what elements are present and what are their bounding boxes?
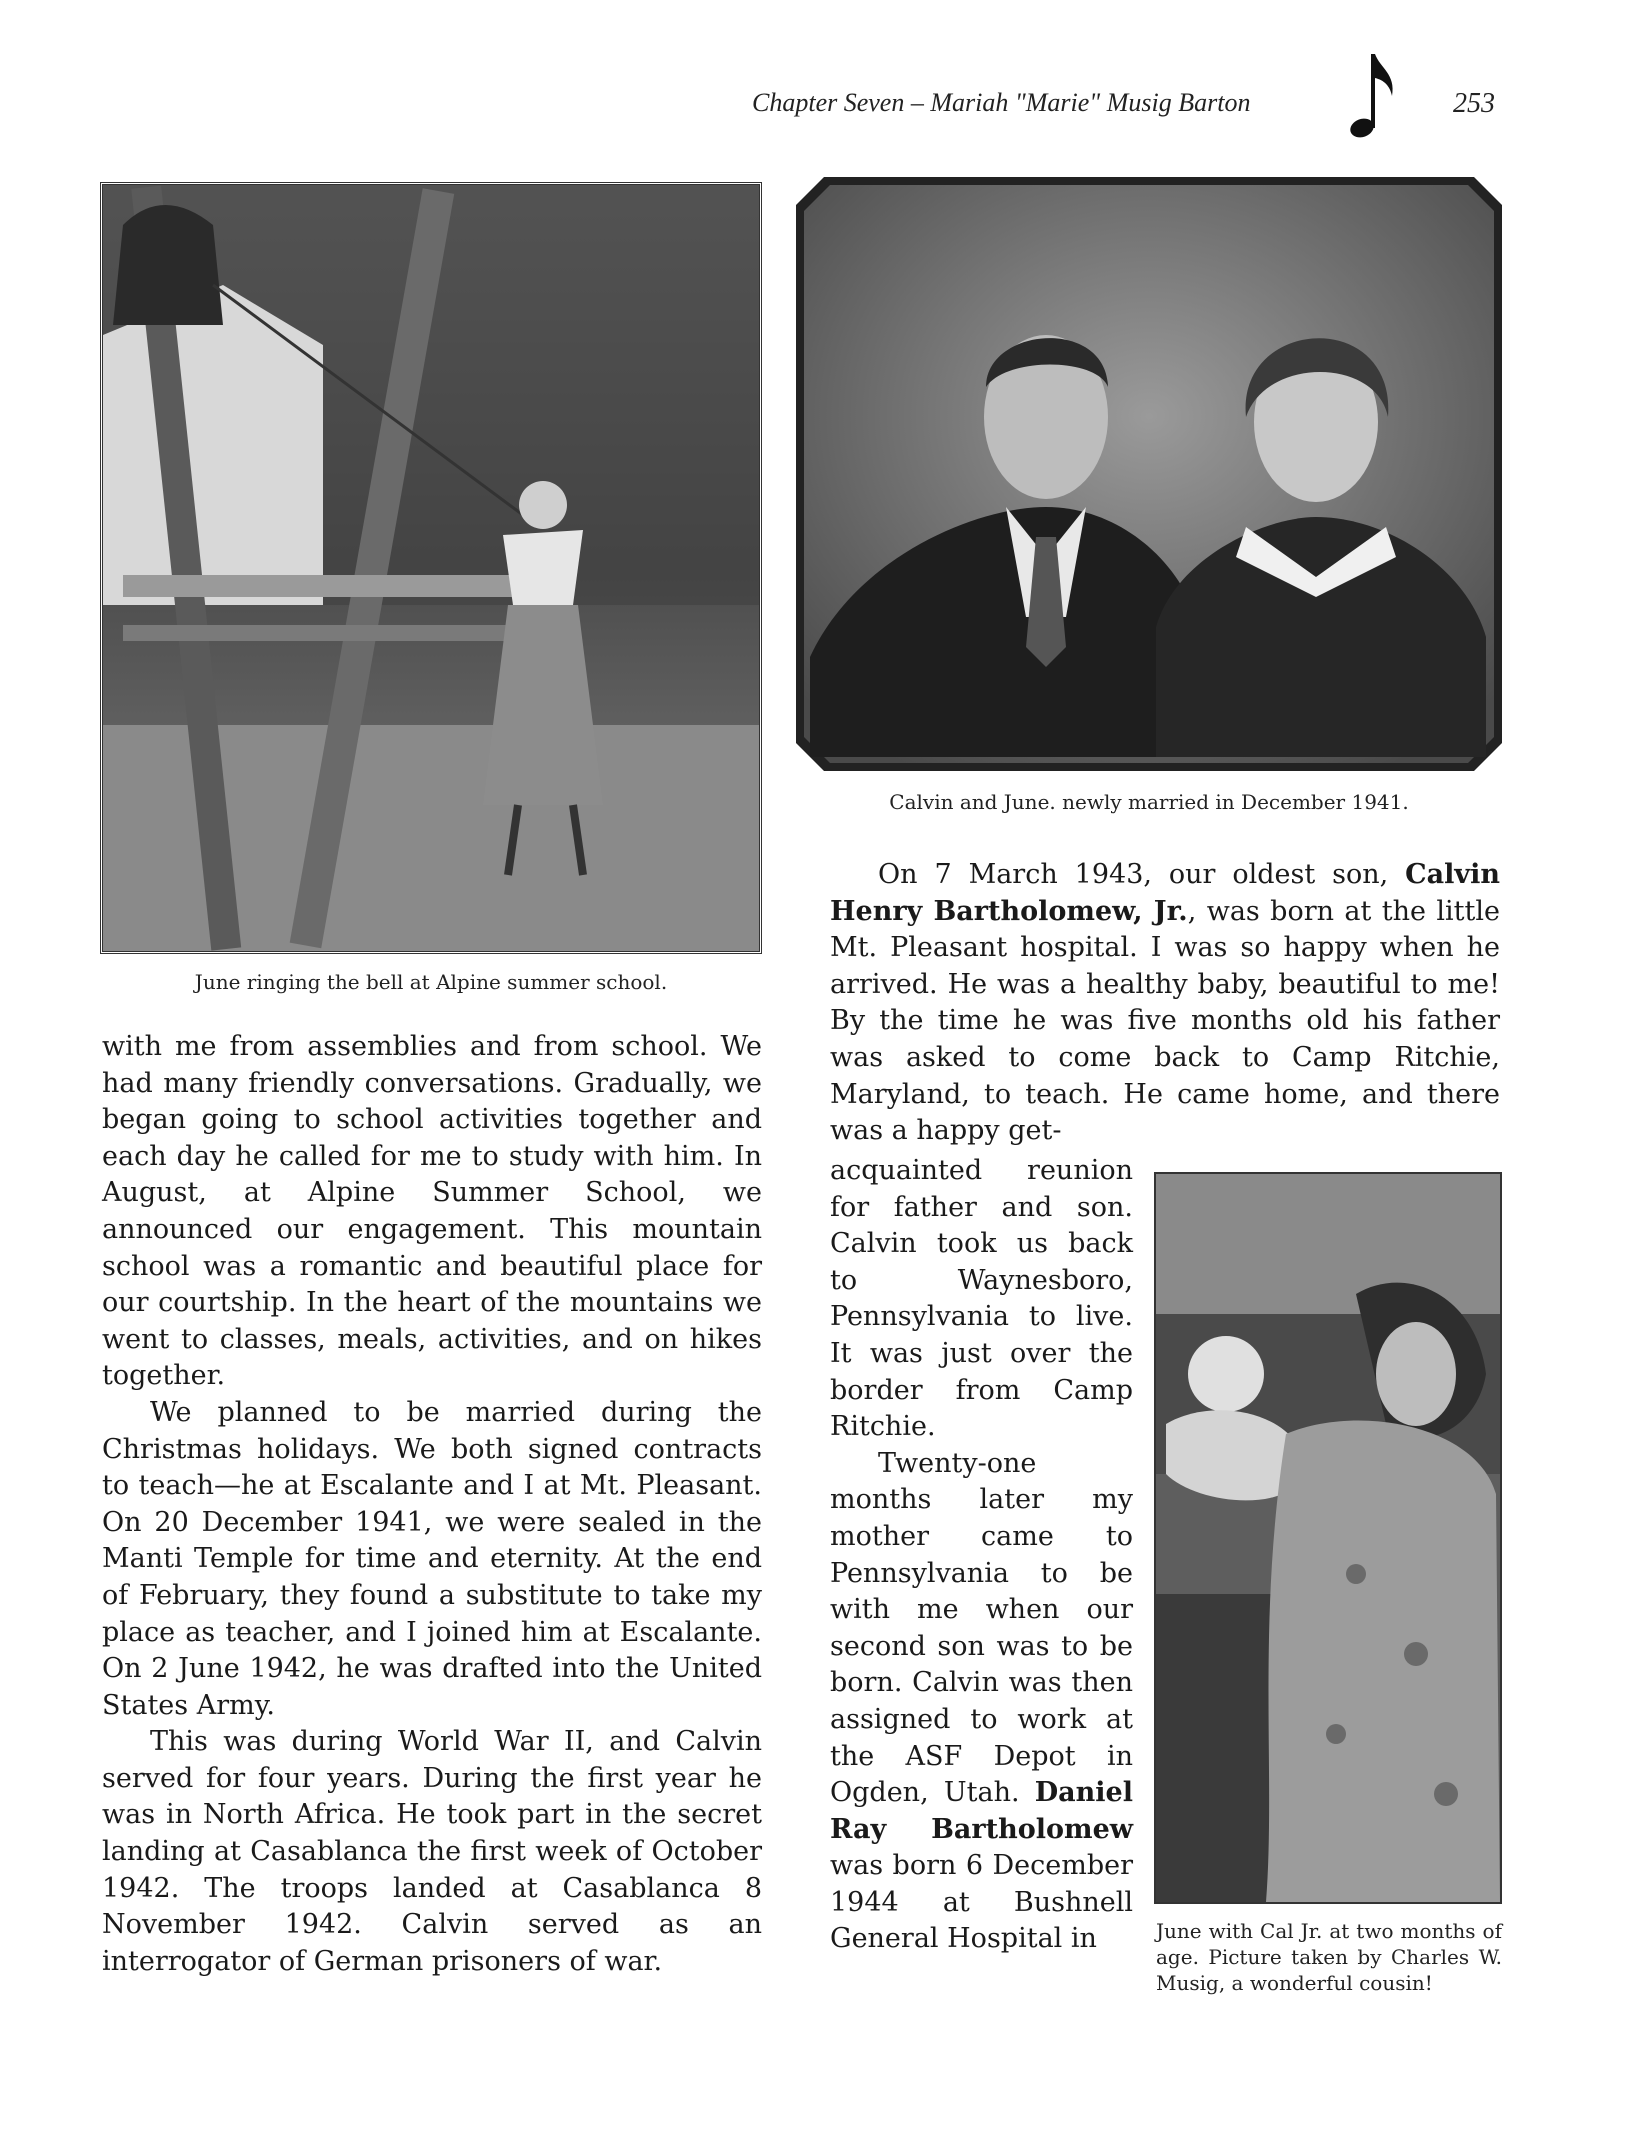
- caption-couple-photo: Calvin and June. newly married in December 1941.: [889, 790, 1409, 814]
- caption-baby-photo: June with Cal Jr. at two months of age. Picture taken by Charles W. Musig, a wonderful cousin!: [1156, 1919, 1502, 1995]
- paragraph: This was during World War II, and Calvin served for four years. During the first year he was in North Africa. He took part in the secret landing at Casablanca the first week of October 1942. The troops landed at Casablanca 8 November 1942. Calvin served as an interrogator of German prisoners of war.: [102, 1726, 762, 1977]
- paragraph: [830, 857, 1500, 1150]
- photo-june-with-cal-jr: [1154, 1172, 1502, 1904]
- paragraph: with me from assemblies and from school. We had many friendly conversations. Gradually, we began going to school activities together and each day he called for me to study with him. In August, at Alpine Summer School, we announced our engagement. This mountain school was a romantic and beautiful place for our courtship. In the heart of the mountains we went to classes, meals, activities, and on hikes together.: [102, 1031, 762, 1392]
- name-calvin-jr: Calvin Henry Bartholomew, Jr.: [830, 859, 1500, 927]
- photo-june-ringing-bell: [100, 182, 762, 954]
- text-run: On 7 March 1943, our oldest son,: [878, 859, 1406, 890]
- paragraph: acquainted reunion for father and son. Calvin took us back to Waynesboro, Pennsylvania to live. It was just over the border from Camp Ritchie.: [830, 1155, 1133, 1443]
- text-run: , was born at the little Mt. Pleasant hospital. I was so happy when he arrived. He was a healthy baby, beautiful to me! By the time he was five months old his father was asked to come back to Camp Ritchie, Maryland, to teach. He came home, and there was a happy get-: [830, 895, 1500, 1147]
- running-title: Chapter Seven – Mariah "Marie" Musig Barton: [752, 88, 1251, 117]
- photo-calvin-and-june: [796, 177, 1502, 771]
- right-column-text-wide: [830, 857, 1500, 1150]
- text-run: was born 6 December 1944 at Bushnell General Hospital in: [830, 1850, 1133, 1955]
- eighth-note-icon: [1340, 46, 1400, 146]
- paragraph: We planned to be married during the Christmas holidays. We both signed contracts to teach—he at Escalante and I at Mt. Pleasant. On 20 December 1941, we were sealed in the Manti Temple for time and eternity. At the end of February, they found a substitute to take my place as teacher, and I joined him at Escalante. On 2 June 1942, he was drafted into the United States Army.: [102, 1396, 762, 1721]
- page-number: 253: [1453, 88, 1495, 119]
- right-column-text-narrow: [830, 1153, 1133, 1958]
- name-daniel-ray: Daniel Ray Bartholomew: [830, 1777, 1133, 1845]
- paragraph: [830, 1446, 1133, 1958]
- text-run: Twenty-one months later my mother came to Pennsylvania to be with me when our second son was to be born. Calvin was then assigned to work at the ASF Depot in Ogden, Utah.: [830, 1447, 1133, 1809]
- page-header: [700, 86, 1510, 146]
- caption-bell-photo: June ringing the bell at Alpine summer school.: [194, 970, 668, 994]
- left-column-text: [102, 1029, 762, 1980]
